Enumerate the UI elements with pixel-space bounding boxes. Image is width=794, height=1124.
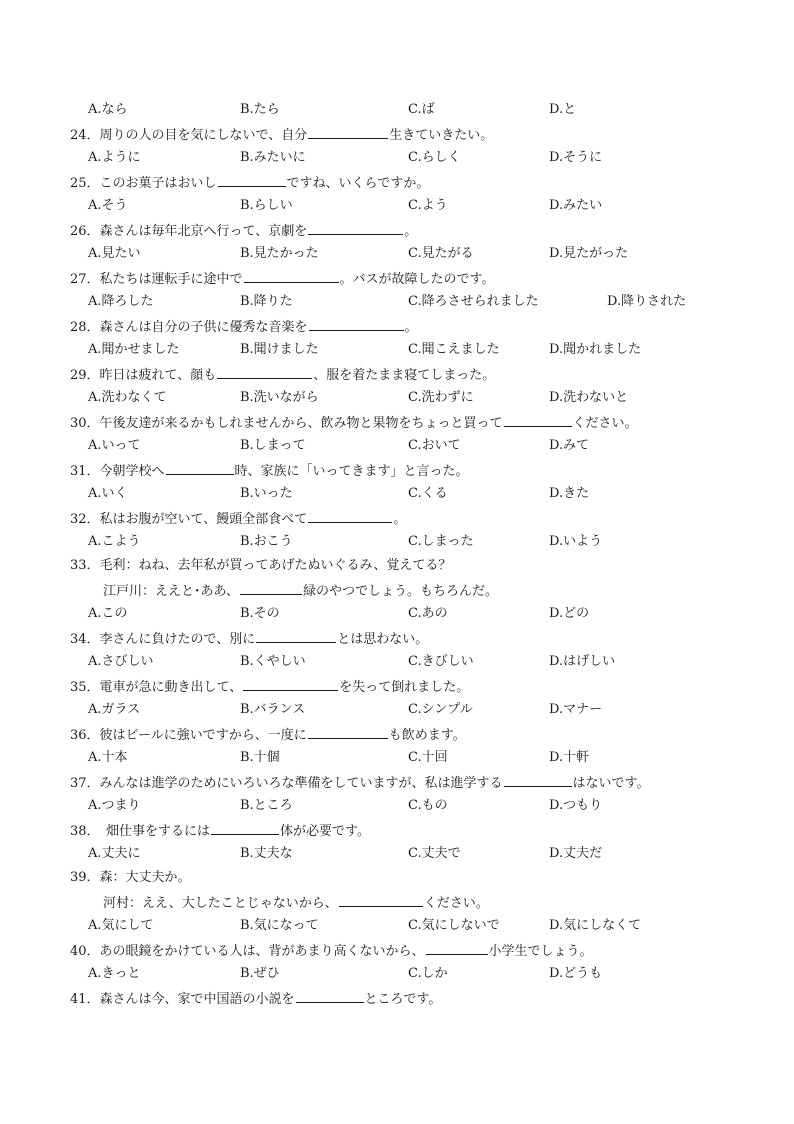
q27-option-c[interactable]: C.降ろさせられました	[408, 294, 539, 309]
q37-blank	[504, 772, 572, 787]
q29-option-b[interactable]: B.洗いながら	[240, 390, 319, 405]
q30-stem: 30．午後友達が来るかもしれませんから、飲み物と果物をちょっと買って ください。	[70, 412, 638, 432]
q32-option-b[interactable]: B.おこう	[240, 534, 293, 549]
q39-option-a[interactable]: A.気にして	[88, 918, 154, 933]
q34-option-d[interactable]: D.はげしい	[549, 654, 616, 669]
q32-options	[0, 532, 794, 552]
q40-option-b[interactable]: B.ぜひ	[240, 966, 280, 981]
q39-options	[0, 916, 794, 936]
q31-options	[0, 484, 794, 504]
q26-option-c[interactable]: C.見たがる	[408, 246, 474, 261]
q40-blank	[426, 940, 488, 955]
q24-stem: 24．周りの人の目を気にしないで、自分 生きていきたい。	[70, 124, 493, 144]
q40-option-c[interactable]: C.しか	[408, 966, 448, 981]
q26-option-b[interactable]: B.見たかった	[240, 246, 319, 261]
q32-option-c[interactable]: C.しまった	[408, 534, 474, 549]
q35-option-a[interactable]: A.ガラス	[88, 702, 141, 717]
q30-options	[0, 436, 794, 456]
q37-option-c[interactable]: C.もの	[408, 798, 448, 813]
q34-option-b[interactable]: B.くやしい	[240, 654, 306, 669]
q35-stem: 35．電車が急に動き出して、 を失って倒れました。	[70, 676, 469, 696]
q23-option-c[interactable]: C.ば	[408, 102, 435, 117]
q24-option-d[interactable]: D.そうに	[549, 150, 603, 165]
q28-option-a[interactable]: A.聞かせました	[88, 342, 180, 357]
q37-stem: 37．みんなは進学のためにいろいろな準備をしていますが、私は進学する はないです。	[70, 772, 650, 792]
q35-options	[0, 700, 794, 720]
q31-option-b[interactable]: B.いった	[240, 486, 293, 501]
q31-option-d[interactable]: D.きた	[549, 486, 590, 501]
q38-option-a[interactable]: A.丈夫に	[88, 846, 141, 861]
q29-option-a[interactable]: A.洗わなくて	[88, 390, 167, 405]
q31-option-c[interactable]: C.くる	[408, 486, 448, 501]
q37-option-d[interactable]: D.つもり	[549, 798, 603, 813]
q39-option-c[interactable]: C.気にしないで	[408, 918, 500, 933]
q39-option-b[interactable]: B.気になって	[240, 918, 319, 933]
q33-option-d[interactable]: D.どの	[549, 606, 590, 621]
q37-options	[0, 796, 794, 816]
q39-stem-line2: 河村：ええ、大したことじゃないから、 ください。	[103, 892, 489, 912]
q26-option-d[interactable]: D.見たがった	[549, 246, 629, 261]
q38-option-b[interactable]: B.丈夫な	[240, 846, 293, 861]
q28-blank	[309, 316, 404, 331]
q25-option-d[interactable]: D.みたい	[549, 198, 603, 213]
q31-option-a[interactable]: A.いく	[88, 486, 128, 501]
q32-blank	[308, 508, 392, 523]
q38-blank	[211, 820, 279, 835]
q34-blank	[256, 628, 336, 643]
q40-option-a[interactable]: A.きっと	[88, 966, 141, 981]
q35-option-b[interactable]: B.バランス	[240, 702, 306, 717]
q28-option-c[interactable]: C.聞こえました	[408, 342, 500, 357]
q31-blank	[166, 460, 234, 475]
q35-blank	[243, 676, 338, 691]
q27-option-d[interactable]: D.降りされた	[607, 294, 687, 309]
q41-stem: 41．森さんは今、家で中国語の小説を ところです。	[70, 988, 441, 1008]
q38-options	[0, 844, 794, 864]
q27-option-b[interactable]: B.降りた	[240, 294, 293, 309]
q30-option-c[interactable]: C.おいて	[408, 438, 461, 453]
q23-option-b[interactable]: B.たら	[240, 102, 280, 117]
q36-options	[0, 748, 794, 768]
q36-option-d[interactable]: D.十軒	[549, 750, 590, 765]
q25-options	[0, 196, 794, 216]
q33-option-c[interactable]: C.あの	[408, 606, 448, 621]
q29-stem: 29．昨日は疲れて、顔も 、服を着たまま寝てしまった。	[70, 364, 495, 384]
q25-option-b[interactable]: B.らしい	[240, 198, 293, 213]
q39-option-d[interactable]: D.気にしなくて	[549, 918, 642, 933]
q40-stem: 40．あの眼鏡をかけている人は、背があまり高くないから、 小学生でしょう。	[70, 940, 593, 960]
q35-option-d[interactable]: D.マナー	[549, 702, 603, 717]
q25-blank	[218, 172, 286, 187]
q32-stem: 32．私はお腹が空いて、饅頭全部食べて 。	[70, 508, 406, 528]
q38-stem: 38． 畑仕事をするには 体が必要です。	[70, 820, 370, 840]
q40-options	[0, 964, 794, 984]
q36-stem: 36．彼はビールに強いですから、一度に も飲めます。	[70, 724, 466, 744]
q30-blank	[504, 412, 572, 427]
q34-option-a[interactable]: A.さびしい	[88, 654, 154, 669]
q33-stem-line2: 江戸川：ええと･ああ、 緑のやつでしょう。もちろんだ。	[103, 580, 498, 600]
q26-options	[0, 244, 794, 264]
q28-option-b[interactable]: B.聞けました	[240, 342, 319, 357]
q29-option-c[interactable]: C.洗わずに	[408, 390, 474, 405]
q34-option-c[interactable]: C.きびしい	[408, 654, 474, 669]
q37-option-b[interactable]: B.ところ	[240, 798, 293, 813]
q29-options	[0, 388, 794, 408]
q32-option-d[interactable]: D.いよう	[549, 534, 603, 549]
q33-blank	[240, 580, 302, 595]
q28-options	[0, 340, 794, 360]
q23-option-a[interactable]: A.なら	[88, 102, 128, 117]
q26-option-a[interactable]: A.見たい	[88, 246, 141, 261]
q29-blank	[217, 364, 312, 379]
q27-blank	[244, 268, 339, 283]
q36-option-b[interactable]: B.十個	[240, 750, 280, 765]
q26-blank	[308, 220, 403, 235]
q25-option-c[interactable]: C.よう	[408, 198, 448, 213]
q30-option-a[interactable]: A.いって	[88, 438, 141, 453]
q25-stem: 25．このお菓子はおいし ですね、いくらですか。	[70, 172, 429, 192]
q24-options	[0, 148, 794, 168]
q41-blank	[296, 988, 364, 1003]
q32-option-a[interactable]: A.こよう	[88, 534, 141, 549]
q24-option-c[interactable]: C.らしく	[408, 150, 461, 165]
q30-option-d[interactable]: D.みて	[549, 438, 590, 453]
q28-stem: 28．森さんは自分の子供に優秀な音楽を 。	[70, 316, 418, 336]
q38-option-d[interactable]: D.丈夫だ	[549, 846, 603, 861]
q35-option-c[interactable]: C.シンプル	[408, 702, 473, 717]
q34-options	[0, 652, 794, 672]
q28-option-d[interactable]: D.聞かれました	[549, 342, 642, 357]
q27-option-a[interactable]: A.降ろした	[88, 294, 154, 309]
q33-options	[0, 604, 794, 624]
q23-options	[0, 100, 794, 120]
q31-stem: 31．今朝学校へ 時、家族に「いってきます」と言った。	[70, 460, 469, 480]
q36-option-a[interactable]: A.十本	[88, 750, 128, 765]
q36-option-c[interactable]: C.十回	[408, 750, 448, 765]
q39-blank	[339, 892, 423, 907]
q38-option-c[interactable]: C.丈夫で	[408, 846, 461, 861]
q27-stem: 27．私たちは運転手に途中で 。バスが故障したのです。	[70, 268, 495, 288]
q34-stem: 34．李さんに負けたので、別に とは思わない。	[70, 628, 428, 648]
q26-stem: 26．森さんは毎年北京へ行って、京劇を 。	[70, 220, 417, 240]
q37-option-a[interactable]: A.つまり	[88, 798, 141, 813]
q40-option-d[interactable]: D.どうも	[549, 966, 603, 981]
q24-option-b[interactable]: B.みたいに	[240, 150, 306, 165]
q24-blank	[308, 124, 388, 139]
q27-options	[0, 292, 794, 312]
q33-stem: 33．毛利：ねね、去年私が買ってあげたぬいぐるみ、覚えてる？	[70, 558, 452, 573]
q29-option-d[interactable]: D.洗わないと	[549, 390, 629, 405]
q25-option-a[interactable]: A.そう	[88, 198, 128, 213]
q36-blank	[308, 724, 388, 739]
q33-option-a[interactable]: A.この	[88, 606, 128, 621]
q24-option-a[interactable]: A.ように	[88, 150, 141, 165]
q30-option-b[interactable]: B.しまって	[240, 438, 306, 453]
q33-option-b[interactable]: B.その	[240, 606, 280, 621]
q23-option-d[interactable]: D.と	[549, 102, 577, 117]
q39-stem: 39．森：大丈夫か。	[70, 870, 191, 885]
